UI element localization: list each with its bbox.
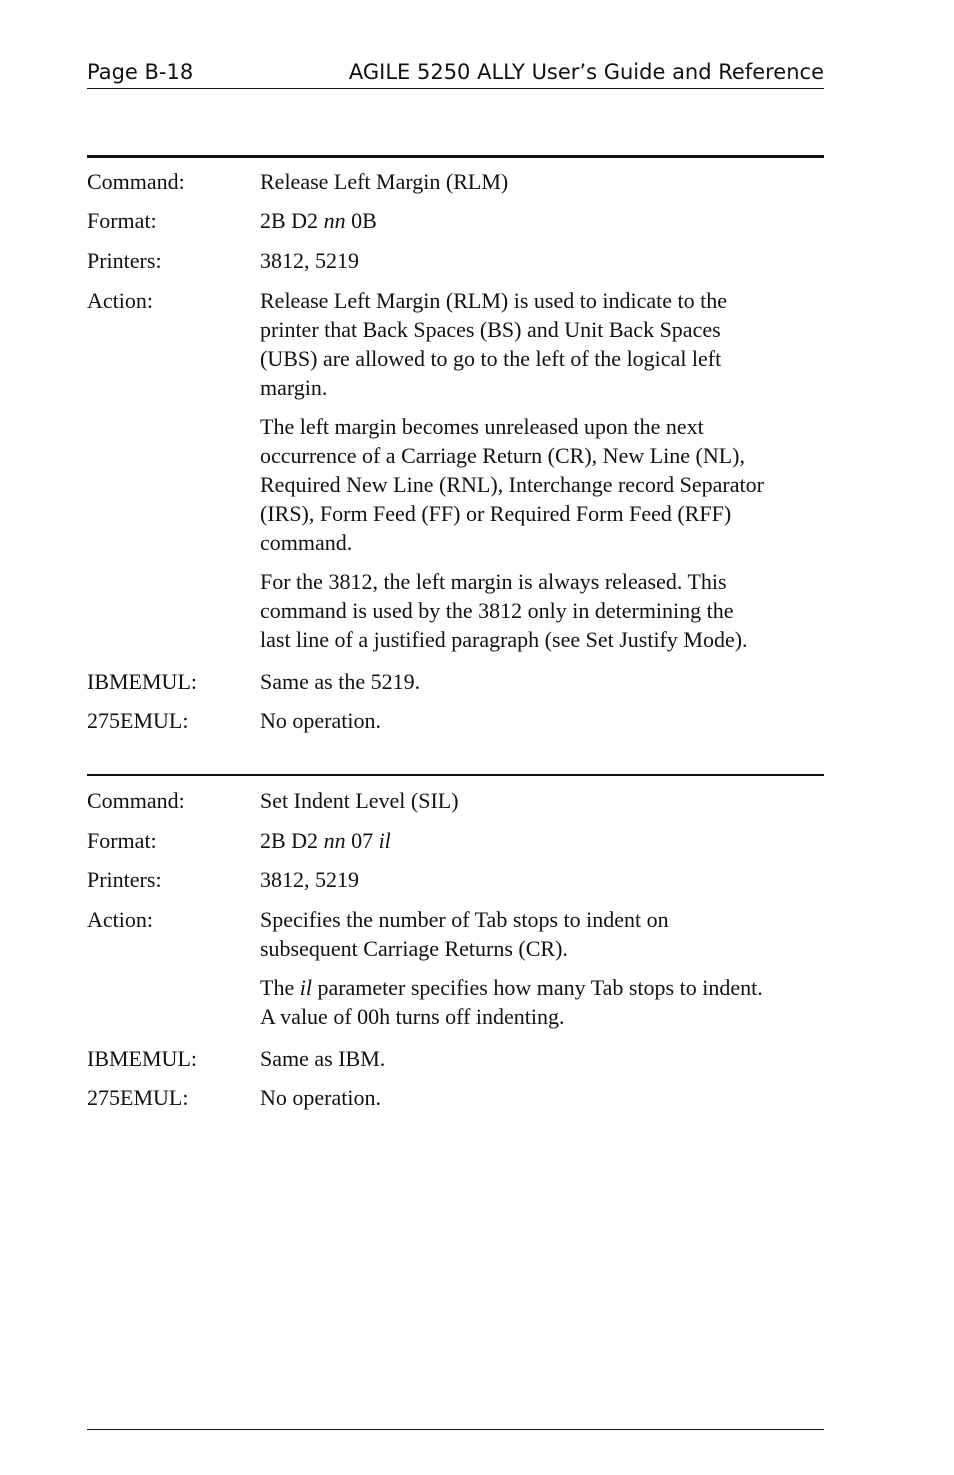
- page-number: Page B-18: [87, 60, 194, 84]
- command-value: Release Left Margin (RLM): [260, 169, 509, 194]
- action-text: [260, 905, 830, 1031]
- book-title: AGILE 5250 ALLY User’s Guide and Reference: [348, 60, 824, 84]
- action-label: Action:: [87, 907, 153, 932]
- format-label: Format:: [87, 208, 157, 233]
- footer-divider: [87, 1429, 824, 1430]
- action-paragraph: The il parameter specifies how many Tab stops to indent. A value of 00h turns off indenting.: [260, 975, 763, 1029]
- format-param-nn: nn: [323, 828, 346, 853]
- section-divider: [87, 155, 824, 158]
- il-param: il: [299, 975, 312, 1000]
- action-paragraph: Specifies the number of Tab stops to indent on subsequent Carriage Returns (CR).: [260, 907, 669, 961]
- action-paragraph: Release Left Margin (RLM) is used to indicate to the printer that Back Spaces (BS) and Unit Back Spaces (UBS) are allowed to go to the left of the logical left margin.: [260, 288, 727, 400]
- ibmemul-label: IBMEMUL:: [87, 669, 197, 694]
- printers-value: 3812, 5219: [260, 867, 359, 892]
- action-paragraph: The left margin becomes unreleased upon the next occurrence of a Carriage Return (CR), New Line (NL), Required New Line (RNL), Interchange record Separator (IRS), Form Feed (FF) or Required Form Feed (RFF) command.: [260, 414, 764, 555]
- command-label: Command:: [87, 169, 185, 194]
- format-param-il: il: [378, 828, 391, 853]
- action-label: Action:: [87, 288, 153, 313]
- action-text: [260, 286, 830, 654]
- printers-label: Printers:: [87, 248, 162, 273]
- command-label: Command:: [87, 788, 185, 813]
- format-value: 2B D2 nn 0B: [260, 208, 377, 233]
- ibmemul-value: Same as the 5219.: [260, 669, 421, 694]
- format-label: Format:: [87, 828, 157, 853]
- format-param-nn: nn: [323, 208, 346, 233]
- 275emul-label: 275EMUL:: [87, 708, 189, 733]
- 275emul-value: No operation.: [260, 708, 381, 733]
- action-paragraph: For the 3812, the left margin is always released. This command is used by the 3812 only in determining the last line of a justified paragraph (see Set Justify Mode).: [260, 569, 748, 652]
- section-divider: [87, 774, 824, 776]
- format-value: 2B D2 nn 07 il: [260, 828, 391, 853]
- command-value: Set Indent Level (SIL): [260, 788, 459, 813]
- ibmemul-label: IBMEMUL:: [87, 1046, 197, 1071]
- page-header: [87, 58, 824, 89]
- printers-value: 3812, 5219: [260, 248, 359, 273]
- 275emul-label: 275EMUL:: [87, 1085, 189, 1110]
- printers-label: Printers:: [87, 867, 162, 892]
- 275emul-value: No operation.: [260, 1085, 381, 1110]
- ibmemul-value: Same as IBM.: [260, 1046, 386, 1071]
